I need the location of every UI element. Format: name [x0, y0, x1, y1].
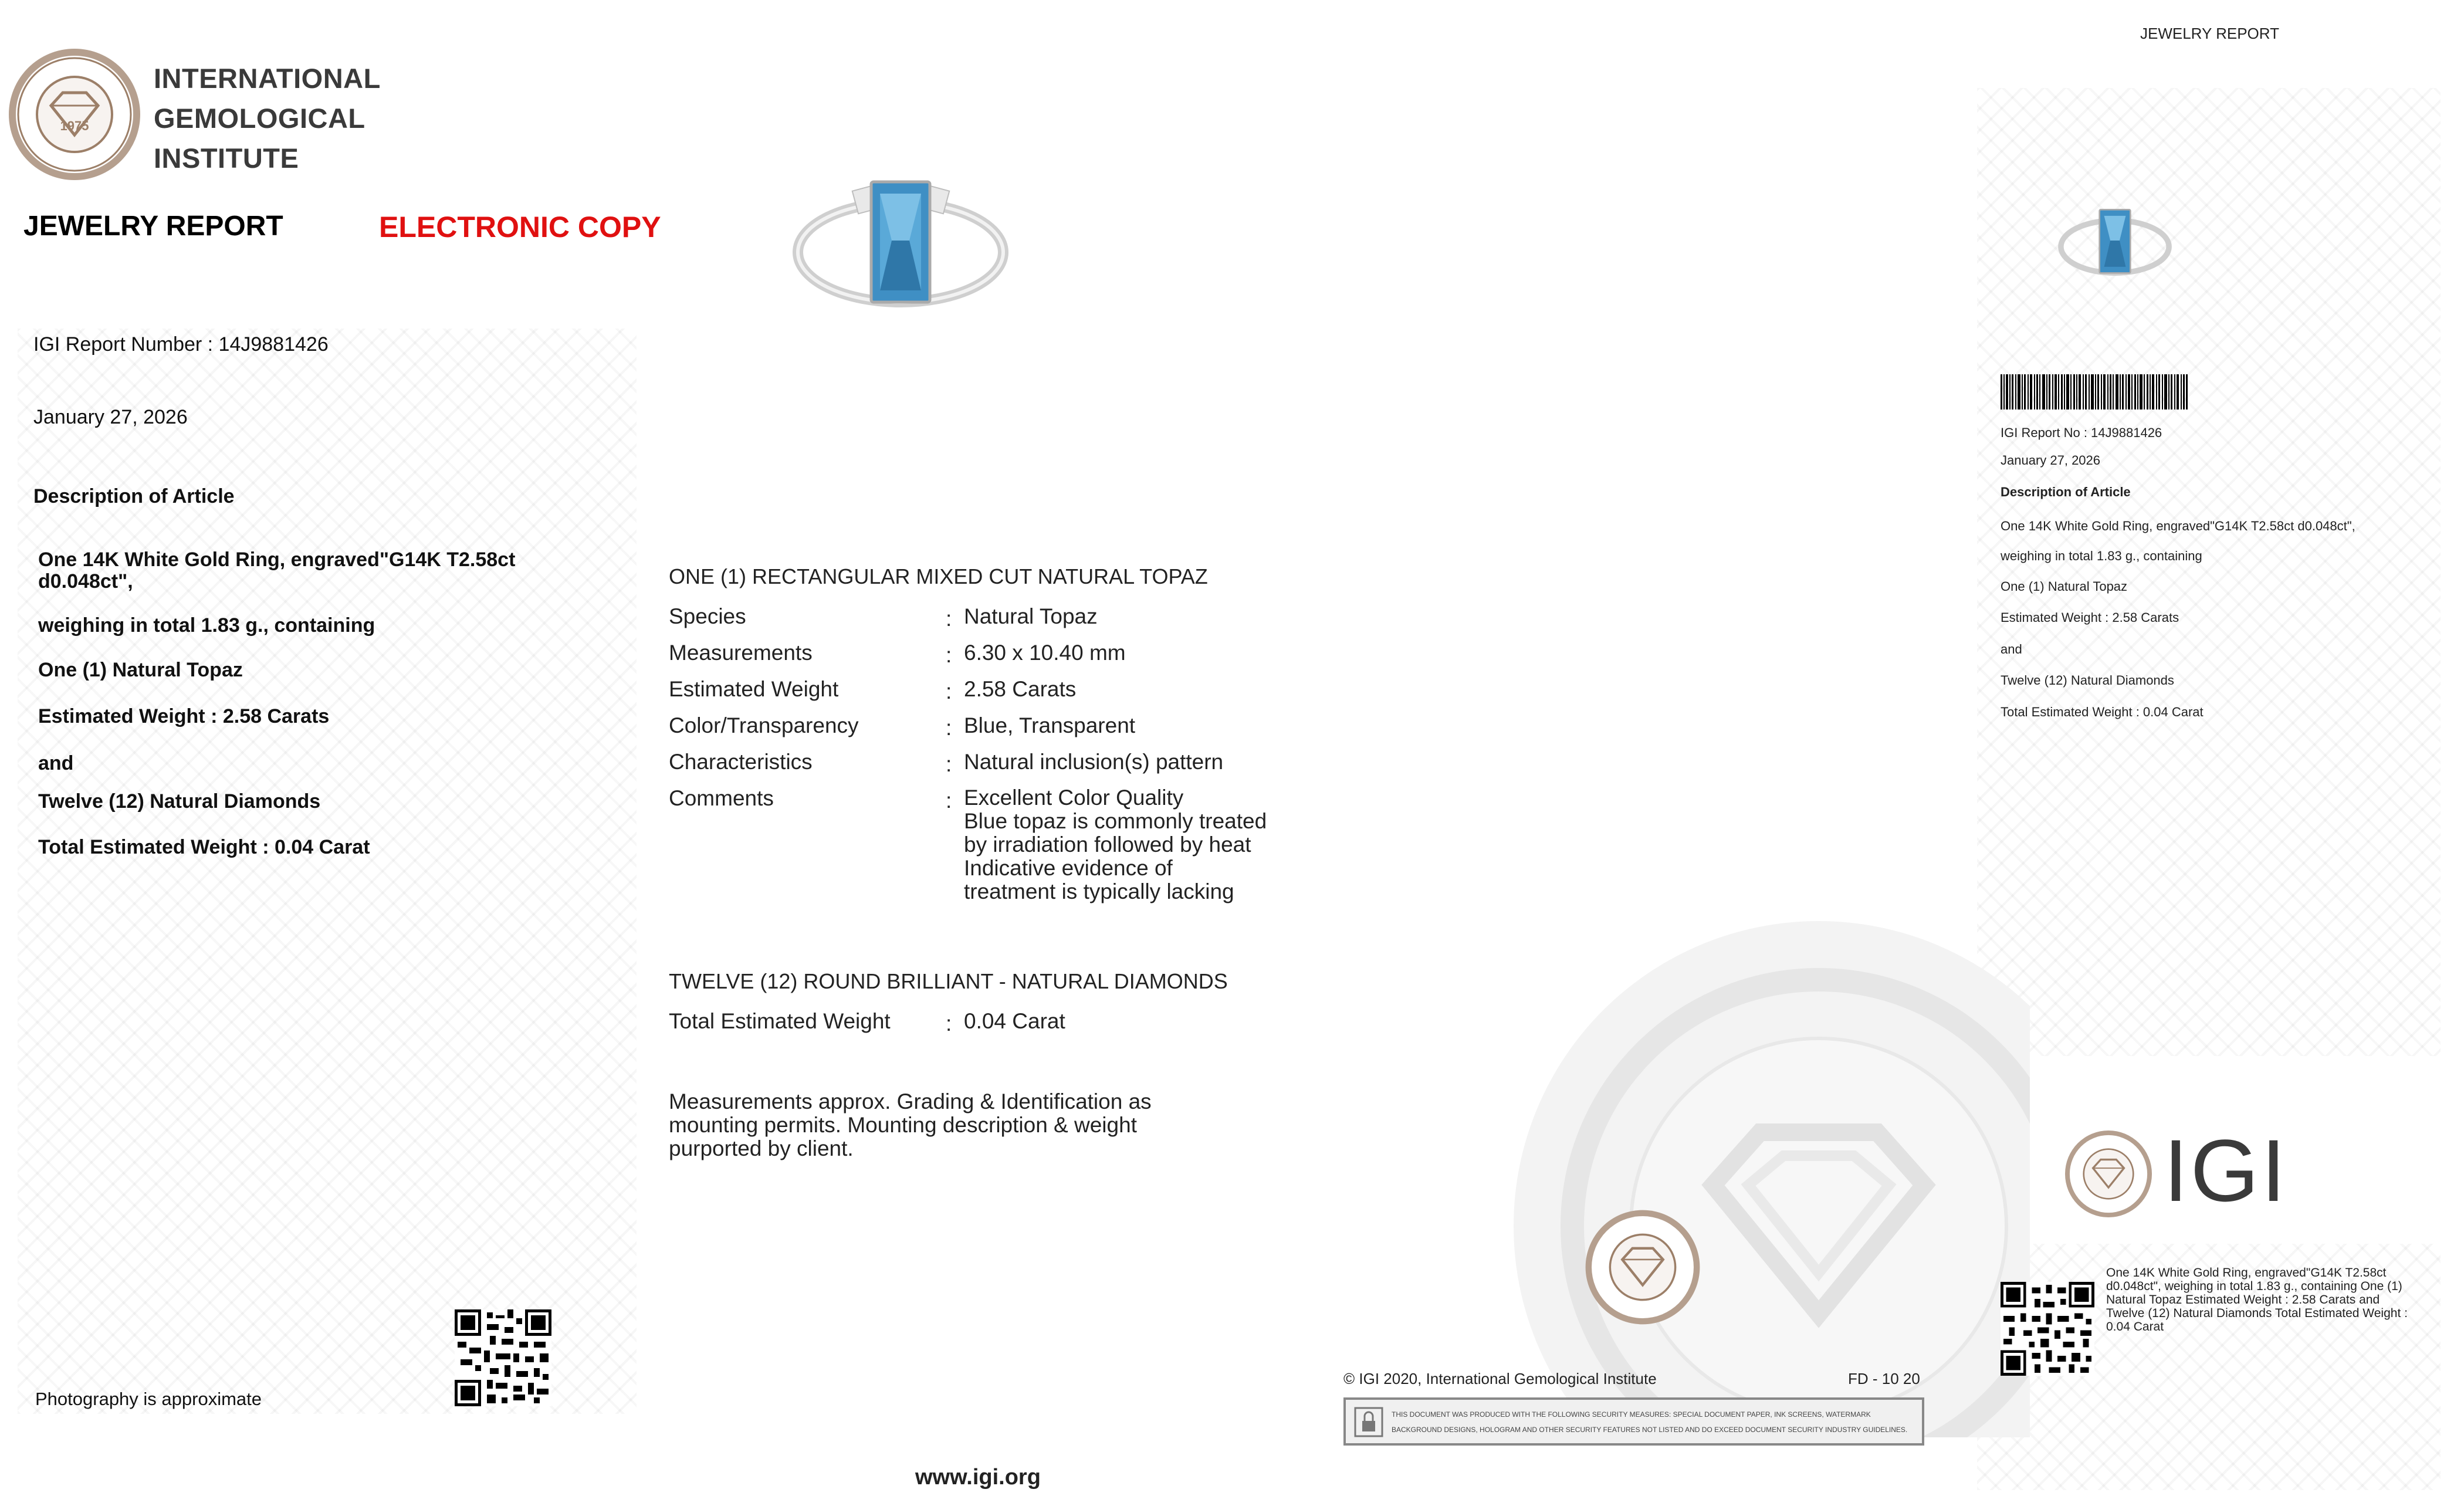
grading-label-characteristics: Characteristics — [669, 750, 813, 774]
background-seal-watermark — [1502, 909, 2030, 1437]
grading-value-color: Blue, Transparent — [964, 713, 1136, 737]
note-line-1: Measurements approx. Grading & Identification as — [669, 1089, 1152, 1113]
diamond-heading: TWELVE (12) ROUND BRILLIANT - NATURAL DIAMONDS — [669, 969, 1228, 993]
stub-igi-wordmark: IGI — [2164, 1121, 2289, 1220]
bottom-seal — [1584, 1209, 1701, 1326]
stub-description-heading: Description of Article — [2001, 485, 2131, 499]
stub-line-3: One (1) Natural Topaz — [2001, 579, 2128, 594]
note-line-3: purported by client. — [669, 1136, 854, 1160]
grading-label-weight: Estimated Weight — [669, 677, 839, 701]
stub-ring-photo — [2056, 199, 2174, 282]
comment-line-1: Excellent Color Quality — [964, 786, 1184, 810]
desc-line-1: One 14K White Gold Ring, engraved"G14K T2.58ct — [38, 549, 516, 571]
stub-line-4: Estimated Weight : 2.58 Carats — [2001, 610, 2179, 625]
grading-label-measurements: Measurements — [669, 641, 813, 665]
institute-line-1: INTERNATIONAL — [154, 63, 381, 94]
qr-code[interactable] — [455, 1309, 551, 1406]
desc-line-5: Estimated Weight : 2.58 Carats — [38, 705, 330, 727]
institute-line-2: GEMOLOGICAL — [154, 103, 365, 134]
institute-line-3: INSTITUTE — [154, 143, 299, 174]
stub-date: January 27, 2026 — [2001, 453, 2101, 468]
stub-summary-line-2: d0.048ct", weighing in total 1.83 g., containing One (1) — [2106, 1280, 2402, 1293]
stub-summary-line-5: 0.04 Carat — [2106, 1320, 2164, 1333]
grading-colon: : — [946, 716, 952, 740]
description-heading: Description of Article — [33, 485, 235, 507]
grading-colon: : — [946, 752, 952, 776]
stub-line-1: One 14K White Gold Ring, engraved"G14K T2.58ct d0.048ct", — [2001, 519, 2355, 533]
stub-summary — [2106, 1266, 2408, 1333]
igi-seal-logo — [7, 47, 142, 182]
stub-summary-line-4: Twelve (12) Natural Diamonds Total Estimated Weight : — [2106, 1307, 2408, 1320]
grading-label-species: Species — [669, 604, 746, 628]
desc-line-8: Total Estimated Weight : 0.04 Carat — [38, 836, 370, 858]
measurement-note — [669, 1090, 1152, 1160]
stub-line-2: weighing in total 1.83 g., containing — [2001, 549, 2202, 563]
institute-name — [154, 59, 381, 178]
stub-report-number: IGI Report No : 14J9881426 — [2001, 425, 2162, 440]
grading-colon: : — [946, 607, 952, 631]
form-code: FD - 10 20 — [1848, 1370, 1920, 1387]
stub-summary-line-1: One 14K White Gold Ring, engraved"G14K T2.58ct — [2106, 1266, 2387, 1280]
comment-line-2: Blue topaz is commonly treated — [964, 809, 1267, 833]
desc-line-4: One (1) Natural Topaz — [38, 659, 243, 681]
ring-photo — [789, 170, 1012, 311]
grading-colon: : — [946, 679, 952, 703]
grading-colon: : — [946, 788, 952, 813]
grading-value-weight: 2.58 Carats — [964, 677, 1077, 701]
report-date: January 27, 2026 — [33, 406, 188, 428]
grading-value-characteristics: Natural inclusion(s) pattern — [964, 750, 1224, 774]
electronic-copy-label: ELECTRONIC COPY — [379, 211, 661, 243]
website-link[interactable]: www.igi.org — [915, 1465, 1041, 1490]
comment-line-4: Indicative evidence of — [964, 856, 1173, 880]
comment-line-5: treatment is typically lacking — [964, 879, 1234, 903]
report-number: IGI Report Number : 14J9881426 — [33, 333, 329, 356]
grading-colon: : — [946, 1011, 952, 1035]
stub-qr-code[interactable] — [2001, 1282, 2094, 1376]
security-strip — [1343, 1397, 1924, 1446]
lock-icon — [1354, 1407, 1383, 1437]
comment-line-3: by irradiation followed by heat — [964, 832, 1251, 857]
grading-comments-block — [964, 786, 1267, 903]
diamond-weight-value: 0.04 Carat — [964, 1009, 1065, 1033]
stub-summary-line-3: Natural Topaz Estimated Weight : 2.58 Carats and — [2106, 1293, 2380, 1307]
grading-colon: : — [946, 643, 952, 667]
note-line-2: mounting permits. Mounting description & weight — [669, 1113, 1137, 1137]
desc-line-6: and — [38, 752, 74, 774]
grading-value-measurements: 6.30 x 10.40 mm — [964, 641, 1126, 665]
report-title: JEWELRY REPORT — [23, 211, 283, 242]
stub-line-7: Total Estimated Weight : 0.04 Carat — [2001, 705, 2204, 719]
stub-line-5: and — [2001, 642, 2022, 656]
copyright: © IGI 2020, International Gemological Institute — [1343, 1370, 1657, 1387]
grading-label-comments: Comments — [669, 786, 774, 810]
seal-year: 1975 — [60, 119, 89, 133]
security-text-2: BACKGROUND DESIGNS, HOLOGRAM AND OTHER SECURITY FEATURES NOT LISTED AND DO EXCEED DOCUMENT SECURITY INDUSTRY GUIDELINES. — [1392, 1426, 1908, 1434]
photography-note: Photography is approximate — [35, 1389, 262, 1409]
stub-top-label: JEWELRY REPORT — [2140, 25, 2279, 42]
desc-line-2: d0.048ct", — [38, 570, 133, 593]
desc-line-7: Twelve (12) Natural Diamonds — [38, 790, 321, 813]
grading-label-color: Color/Transparency — [669, 713, 859, 737]
stub-watermark-panel — [1977, 88, 2441, 1056]
grading-value-species: Natural Topaz — [964, 604, 1098, 628]
security-text-1: THIS DOCUMENT WAS PRODUCED WITH THE FOLLOWING SECURITY MEASURES: SPECIAL DOCUMENT PAPER, INK SCREENS, WATERMARK — [1392, 1410, 1871, 1419]
stub-line-6: Twelve (12) Natural Diamonds — [2001, 673, 2174, 688]
desc-line-3: weighing in total 1.83 g., containing — [38, 614, 375, 637]
barcode — [2001, 374, 2188, 409]
diamond-weight-label: Total Estimated Weight — [669, 1009, 891, 1033]
stub-igi-seal — [2064, 1129, 2153, 1219]
topaz-heading: ONE (1) RECTANGULAR MIXED CUT NATURAL TOPAZ — [669, 564, 1208, 588]
